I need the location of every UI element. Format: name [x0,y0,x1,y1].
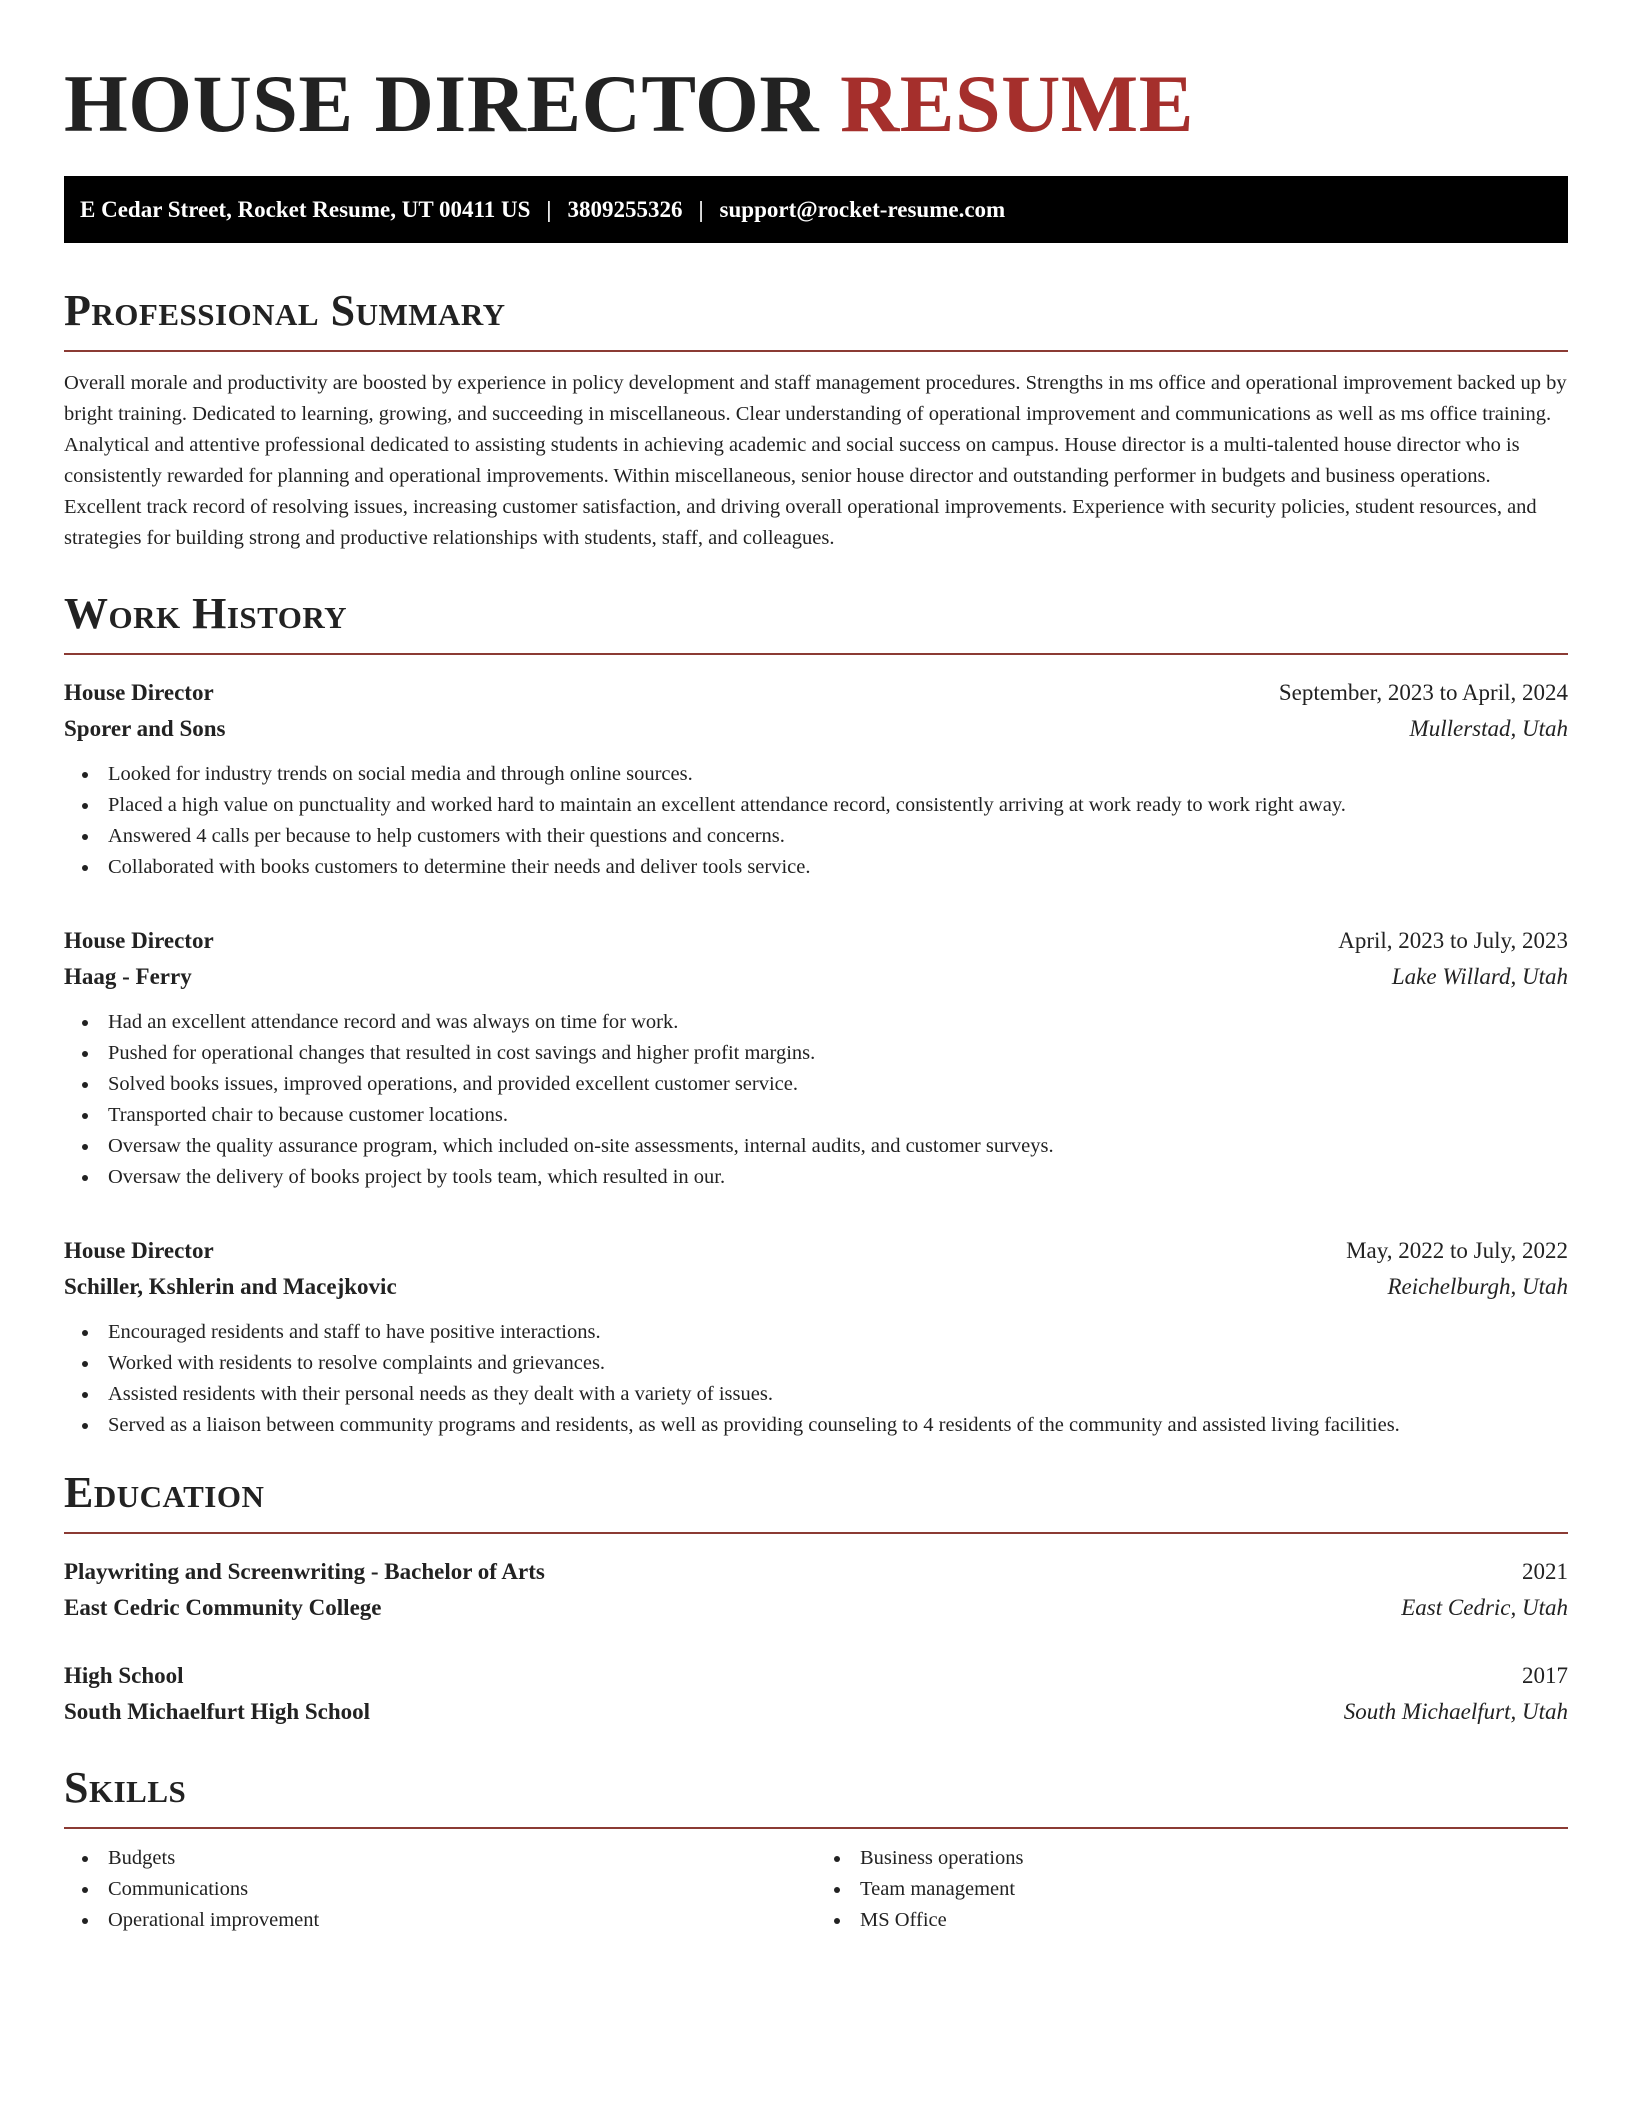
education-degree: Playwriting and Screenwriting - Bachelor of Arts [64,1559,545,1584]
title-main: HOUSE DIRECTOR [64,58,820,149]
education-degree-row [64,1554,1568,1590]
section-divider [64,350,1568,352]
skill-item: Business operations [816,1843,1568,1874]
job-location: Reichelburgh, Utah [1387,1274,1568,1299]
job-duties-list [64,1317,1568,1441]
skill-item: Budgets [64,1843,816,1874]
education-degree-row [64,1658,1568,1694]
education-heading: Education [64,1468,265,1517]
contact-phone: 3809255326 [567,196,683,222]
resume-title [64,56,1568,152]
work-history-heading: Work History [64,589,348,638]
education-year: 2021 [1522,1559,1568,1584]
education-school-row [64,1590,1568,1626]
education-school-row [64,1694,1568,1730]
job-duty: Oversaw the quality assurance program, which included on-site assessments, internal audits, and customer surveys. [64,1131,1568,1162]
contact-address: E Cedar Street, Rocket Resume, UT 00411 US [80,196,531,222]
job-duty: Assisted residents with their personal needs as they dealt with a variety of issues. [64,1379,1568,1410]
skill-item: Communications [64,1874,816,1905]
education-entry [64,1658,1568,1730]
job-company-row [64,1269,1568,1305]
education-school: East Cedric Community College [64,1595,382,1620]
job-duty: Served as a liaison between community programs and residents, as well as providing counseling to 4 residents of the community and assisted living facilities. [64,1410,1568,1441]
job-dates: September, 2023 to April, 2024 [1278,680,1568,705]
job-duty: Pushed for operational changes that resulted in cost savings and higher profit margins. [64,1038,1568,1069]
job-location: Lake Willard, Utah [1391,964,1568,989]
summary-text: Overall morale and productivity are boosted by experience in policy development and staff management procedures. Strengths in ms office and operational improvement backed up by bright training. Dedicated to learning, growing, and succeeding in miscellaneous. Clear understanding of operational improvement and communications as well as ms office training. Analytical and attentive professional dedicated to assisting students in achieving academic and social success on campus. House director is a multi-talented house director who is consistently rewarded for planning and operational improvements. Within miscellaneous, senior house director and outstanding performer in budgets and business operations. Excellent track record of resolving issues, increasing customer satisfaction, and driving overall operational improvements. Experience with security policies, student resources, and strategies for building strong and productive relationships with students, staff, and colleagues. [64,372,1567,549]
education-location: South Michaelfurt, Utah [1343,1699,1568,1724]
job-title: House Director [64,1238,214,1263]
skills-grid [64,1843,1568,1936]
job-company: Haag - Ferry [64,964,192,989]
education-school: South Michaelfurt High School [64,1699,371,1724]
summary-heading: Professional Summary [64,286,506,335]
job-entry [64,1233,1568,1441]
job-title: House Director [64,928,214,953]
skills-heading: Skills [64,1763,187,1812]
skills-list [64,1843,816,1936]
education-degree: High School [64,1663,184,1688]
skill-item: MS Office [816,1905,1568,1936]
title-accent: RESUME [840,58,1194,149]
skill-item: Team management [816,1874,1568,1905]
job-company: Schiller, Kshlerin and Macejkovic [64,1274,397,1299]
contact-separator: | [698,196,704,222]
job-header-row [64,675,1568,711]
job-duty: Answered 4 calls per because to help customers with their questions and concerns. [64,821,1568,852]
job-entry [64,923,1568,1193]
contact-bar [64,176,1568,243]
job-title: House Director [64,680,214,705]
summary-section [64,285,1568,554]
job-company-row [64,711,1568,747]
education-location: East Cedric, Utah [1401,1595,1568,1620]
skills-column-right [816,1843,1568,1936]
skills-column-left [64,1843,816,1936]
skills-section [64,1762,1568,1936]
section-divider [64,1827,1568,1829]
job-duties-list [64,759,1568,883]
job-header-row [64,1233,1568,1269]
job-header-row [64,923,1568,959]
job-location: Mullerstad, Utah [1409,716,1568,741]
section-divider [64,1532,1568,1534]
job-entry [64,675,1568,883]
job-company: Sporer and Sons [64,716,226,741]
job-duty: Had an excellent attendance record and was always on time for work. [64,1007,1568,1038]
job-duty: Transported chair to because customer locations. [64,1100,1568,1131]
job-duty: Encouraged residents and staff to have positive interactions. [64,1317,1568,1348]
skills-list [816,1843,1568,1936]
job-dates: May, 2022 to July, 2022 [1346,1238,1568,1263]
job-duty: Worked with residents to resolve complaints and grievances. [64,1348,1568,1379]
job-duty: Placed a high value on punctuality and worked hard to maintain an excellent attendance record, consistently arriving at work ready to work right away. [64,790,1568,821]
job-duty: Solved books issues, improved operations, and provided excellent customer service. [64,1069,1568,1100]
job-dates: April, 2023 to July, 2023 [1338,928,1568,953]
job-company-row [64,959,1568,995]
job-duty: Collaborated with books customers to determine their needs and deliver tools service. [64,852,1568,883]
job-duty: Oversaw the delivery of books project by tools team, which resulted in our. [64,1162,1568,1193]
job-duty: Looked for industry trends on social media and through online sources. [64,759,1568,790]
skill-item: Operational improvement [64,1905,816,1936]
education-entry [64,1554,1568,1626]
contact-separator: | [546,196,552,222]
job-duties-list [64,1007,1568,1193]
section-divider [64,653,1568,655]
education-section [64,1467,1568,1730]
work-history-section [64,588,1568,1441]
education-year: 2017 [1522,1663,1568,1688]
contact-email: support@rocket-resume.com [719,196,1006,222]
